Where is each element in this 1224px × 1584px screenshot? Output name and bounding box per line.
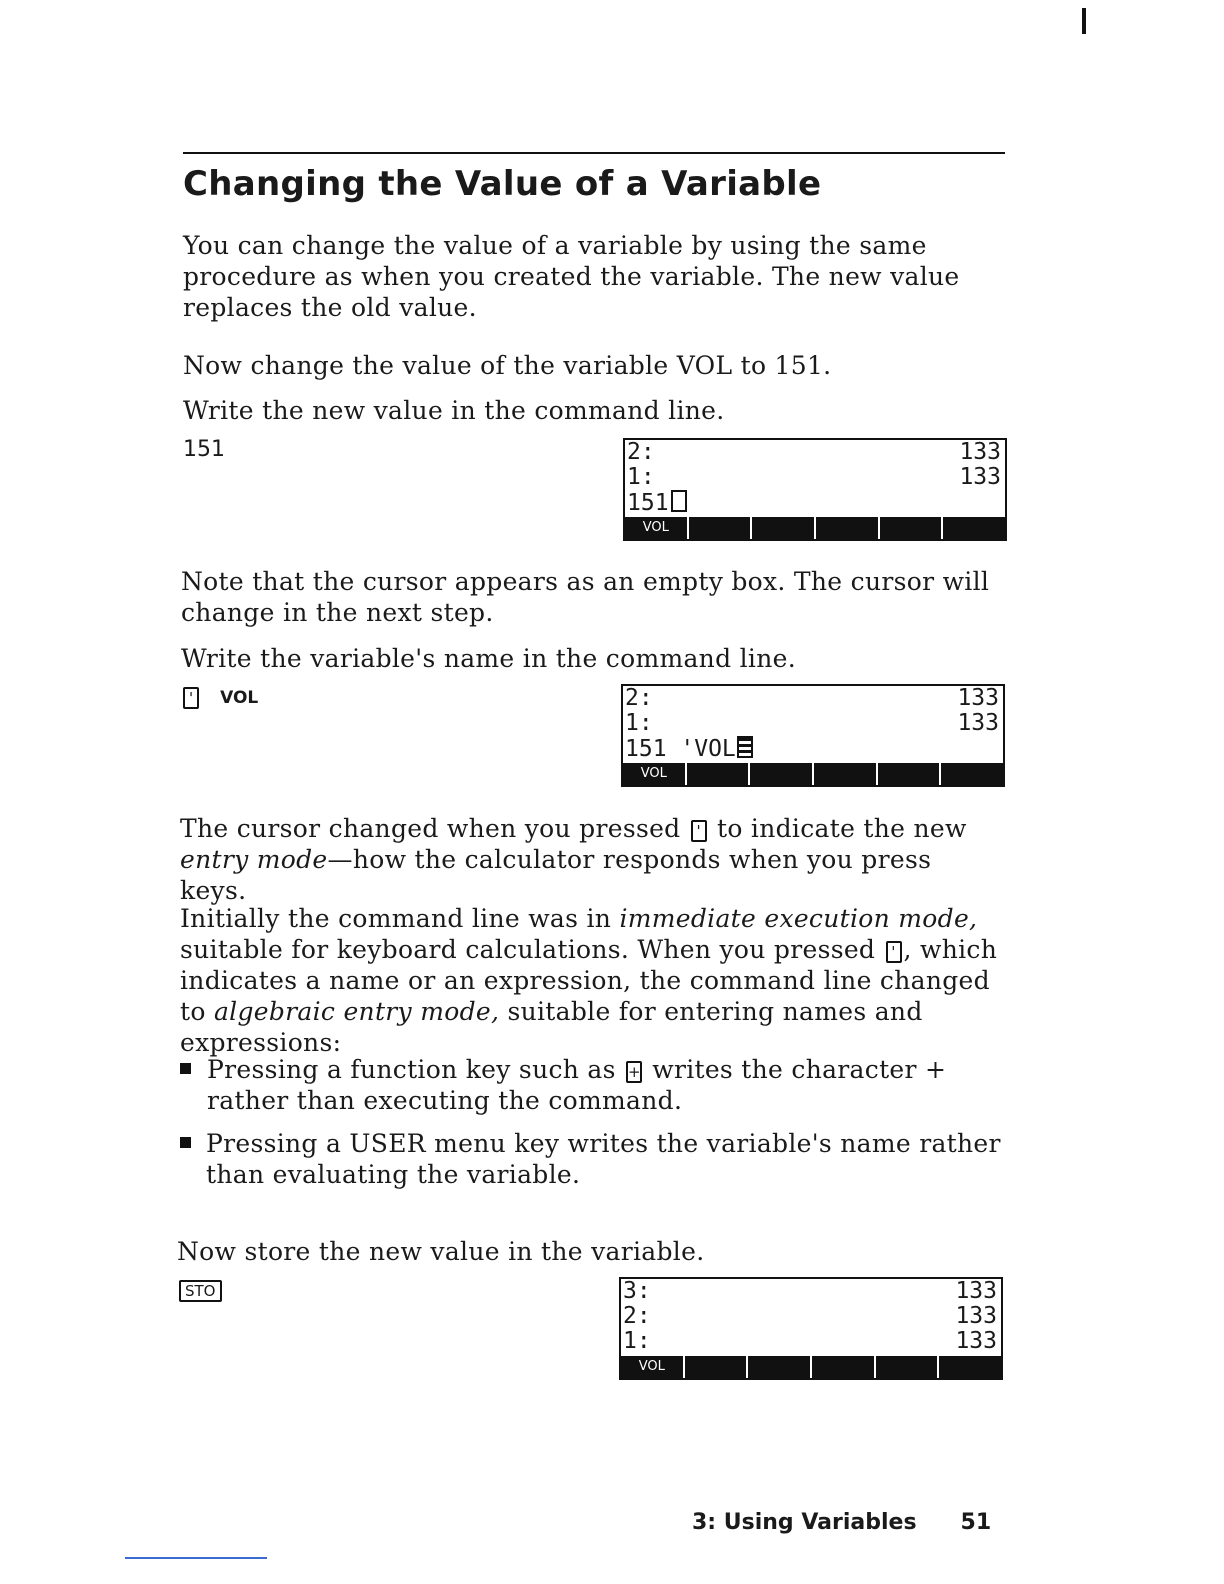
plus-key-icon: + [628, 1062, 641, 1081]
step-write-name: Write the variable's name in the command line. [181, 644, 796, 673]
command-line: 151 'VOL [623, 736, 1003, 761]
bullet-item-function-key: Pressing a function key such as + writes the character + rather than executing the command. [207, 1055, 947, 1115]
step-write-value: Write the new value in the command line. [183, 396, 725, 425]
quote-key-icon: ' [691, 820, 707, 842]
intro-paragraph: You can change the value of a variable by using the same procedure as when you created the variable. The new value replaces the old value. [183, 231, 960, 322]
stack-row: 2: 133 [623, 1303, 997, 1329]
calculator-screen-1 [623, 438, 1007, 541]
stack-row: 1: 133 [627, 464, 1001, 490]
calculator-screen-2 [621, 684, 1005, 787]
page-number: 51 [960, 1510, 992, 1535]
command-line: 151 [625, 490, 1005, 515]
bullet-item-user-menu: Pressing a USER menu key writes the variable's name rather than evaluating the variable. [206, 1129, 1001, 1189]
algebraic-cursor-icon [737, 736, 753, 758]
key-sequence-name [181, 687, 258, 709]
cursor-note: Note that the cursor appears as an empty box. The cursor will change in the next step. [181, 567, 990, 627]
bullet-icon [180, 1063, 191, 1074]
chapter-title: 3: Using Variables [692, 1510, 917, 1535]
stack-row: 2: 133 [625, 685, 999, 711]
stack-row: 3: 133 [623, 1278, 997, 1304]
section-title: Changing the Value of a Variable [183, 164, 822, 204]
quote-key-icon: ' [183, 687, 199, 709]
key-sequence-store [177, 1280, 224, 1302]
menu-bar [621, 1356, 1001, 1378]
menu-key-vol: VOL [623, 763, 687, 785]
sto-key-icon: STO [179, 1280, 222, 1302]
insert-cursor-icon [671, 490, 687, 512]
vol-softkey: VOL [220, 687, 259, 708]
menu-key-vol: VOL [625, 517, 689, 539]
quote-key-icon: ' [886, 941, 902, 963]
scan-edge-line [125, 1557, 267, 1559]
paragraph-entry-mode: The cursor changed when you pressed ' to indicate the new entry mode—how the calculator responds when you press keys. [180, 814, 967, 905]
menu-bar [625, 517, 1005, 539]
page-footer [692, 1510, 991, 1535]
step-change-value: Now change the value of the variable VOL to 151. [183, 351, 832, 380]
key-sequence-151: 151 [183, 437, 225, 462]
paragraph-modes: Initially the command line was in immediate execution mode, suitable for keyboard calculations. When you pressed ' , which indicates a name or an expression, the command line changed to algebraic entry mode, suitable for entering names and expressions: [180, 904, 998, 1057]
bullet-icon [180, 1137, 191, 1148]
margin-mark [1082, 8, 1086, 34]
section-rule [183, 152, 1005, 154]
menu-key-vol: VOL [621, 1356, 685, 1378]
step-store: Now store the new value in the variable. [177, 1237, 705, 1266]
stack-row: 1: 133 [625, 710, 999, 736]
menu-bar [623, 763, 1003, 785]
stack-row: 1: 133 [623, 1328, 997, 1354]
stack-row: 2: 133 [627, 439, 1001, 465]
calculator-screen-3 [619, 1277, 1003, 1380]
